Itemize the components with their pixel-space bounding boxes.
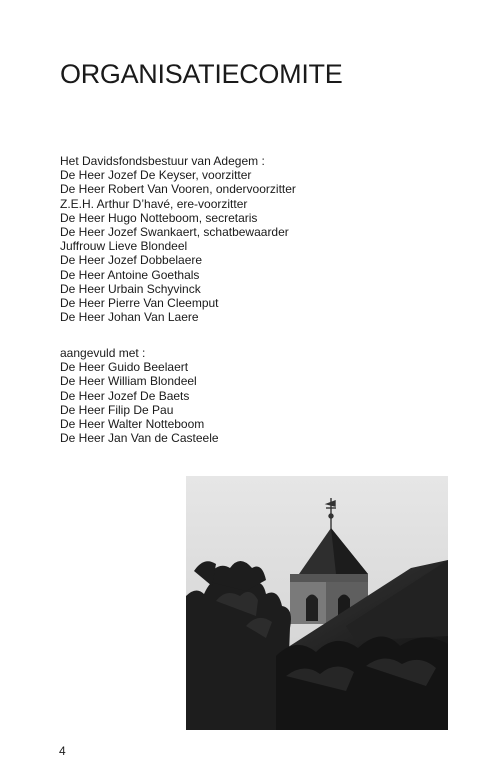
committee-member: De Heer Jozef Dobbelaere xyxy=(60,253,203,268)
committee-member: De Heer Johan Van Laere xyxy=(60,310,199,325)
supplement-member: De Heer Jozef De Baets xyxy=(60,388,190,403)
committee-member: Juffrouw Lieve Blondeel xyxy=(60,239,188,254)
supplement-member: De Heer Filip De Pau xyxy=(60,402,174,417)
committee-member: De Heer Pierre Van Cleemput xyxy=(60,296,219,311)
supplement-list xyxy=(60,346,219,445)
committee-member: De Heer Robert Van Vooren, ondervoorzitter xyxy=(60,182,296,197)
committee-member: De Heer Antoine Goethals xyxy=(60,267,200,282)
committee-member: De Heer Jozef Swankaert, schatbewaarder xyxy=(60,225,289,240)
supplement-member: De Heer Guido Beelaert xyxy=(60,360,189,375)
supplement-member: De Heer Jan Van de Casteele xyxy=(60,431,219,446)
supplement-member: De Heer William Blondeel xyxy=(60,374,197,389)
page-title: ORGANISATIECOMITE xyxy=(60,59,343,89)
supplement-member: De Heer Walter Notteboom xyxy=(60,417,205,432)
page-number: 4 xyxy=(59,744,66,758)
church-tower-photo xyxy=(186,476,448,730)
committee-member: De Heer Hugo Notteboom, secretaris xyxy=(60,210,258,225)
supplement-heading: aangevuld met : xyxy=(60,346,146,360)
committee-list xyxy=(60,154,296,324)
committee-member: Z.E.H. Arthur D’havé, ere-voorzitter xyxy=(60,196,248,211)
committee-member: De Heer Urbain Schyvinck xyxy=(60,281,201,296)
committee-member: De Heer Jozef De Keyser, voorzitter xyxy=(60,168,252,183)
committee-heading: Het Davidsfondsbestuur van Adegem : xyxy=(60,154,265,168)
